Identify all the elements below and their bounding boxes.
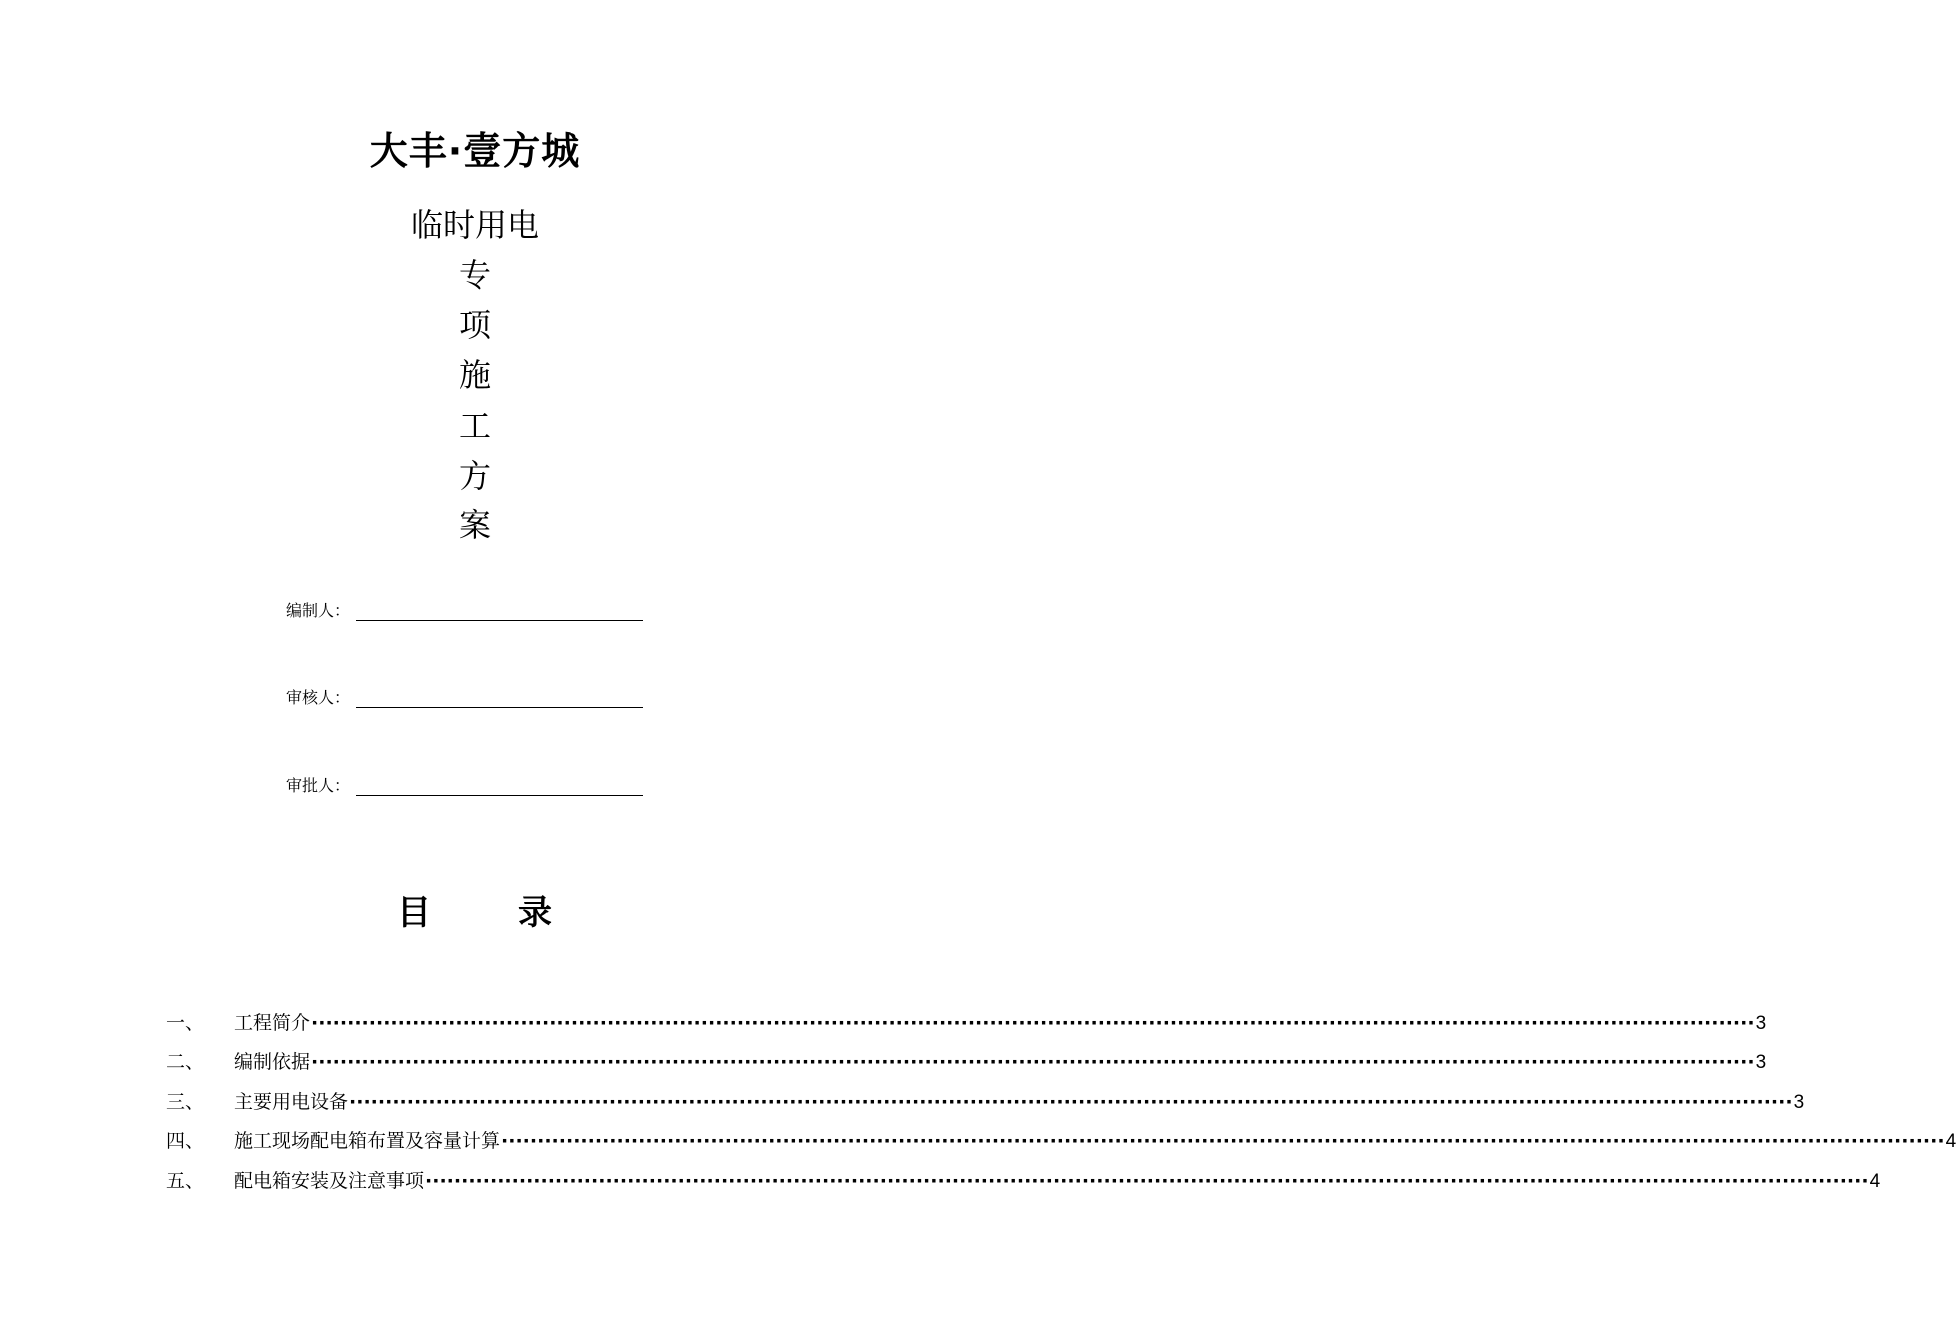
toc-leader-dots: ········································································································································································································ — [349, 1091, 1793, 1113]
toc-item-text: 配电箱安装及注意事项 — [234, 1170, 425, 1192]
plan-title-char: 项 — [458, 306, 491, 344]
toc-item-text: 编制依据 — [234, 1051, 311, 1073]
signature-label: 审批人： — [286, 776, 351, 795]
project-title: 大丰·壹方城 — [369, 129, 581, 173]
signature-row-approver — [286, 772, 643, 796]
signature-label: 审核人： — [286, 688, 351, 707]
signature-line[interactable] — [356, 689, 643, 708]
toc-heading — [0, 888, 950, 938]
plan-title-char: 施 — [458, 356, 491, 394]
toc-item[interactable] — [166, 1049, 1767, 1075]
toc-item-page: 4 — [1869, 1171, 1881, 1192]
toc-item-number: 四、 — [166, 1130, 205, 1152]
toc-item[interactable] — [166, 1010, 1767, 1036]
plan-title-char: 方 — [458, 457, 491, 495]
plan-title-char: 工 — [458, 407, 491, 445]
toc-item[interactable] — [166, 1168, 1881, 1194]
plan-title-char: 案 — [458, 506, 491, 544]
toc-item[interactable] — [166, 1089, 1805, 1115]
toc-leader-dots: ········································································································································································································ — [311, 1012, 1755, 1034]
toc-item-number: 五、 — [166, 1170, 205, 1192]
toc-leader-dots: ········································································································································································································ — [311, 1051, 1755, 1073]
toc-item-page: 3 — [1793, 1092, 1805, 1113]
toc-item-page: 3 — [1755, 1013, 1767, 1034]
signature-row-reviewer — [286, 684, 643, 708]
toc-item-number: 三、 — [166, 1091, 205, 1113]
signature-line[interactable] — [356, 602, 643, 621]
toc-leader-dots: ········································································································································································································ — [501, 1130, 1945, 1152]
signature-line[interactable] — [356, 777, 643, 796]
toc-item[interactable] — [166, 1128, 1956, 1154]
signature-label: 编制人： — [286, 601, 351, 620]
toc-item-number: 二、 — [166, 1051, 205, 1073]
toc-item-text: 工程简介 — [234, 1012, 311, 1034]
signature-row-compiler — [286, 597, 643, 621]
toc-leader-dots: ········································································································································································································ — [425, 1170, 1869, 1192]
toc-heading-left: 目 — [397, 893, 431, 933]
toc-item-page: 4 — [1945, 1131, 1956, 1152]
plan-title-char: 专 — [458, 256, 491, 294]
toc-item-text: 施工现场配电箱布置及容量计算 — [234, 1130, 501, 1152]
plan-title-line1: 临时用电 — [410, 206, 539, 244]
toc-heading-right: 录 — [518, 893, 552, 933]
toc-item-number: 一、 — [166, 1012, 205, 1034]
toc-item-text: 主要用电设备 — [234, 1091, 349, 1113]
toc-item-page: 3 — [1755, 1052, 1767, 1073]
